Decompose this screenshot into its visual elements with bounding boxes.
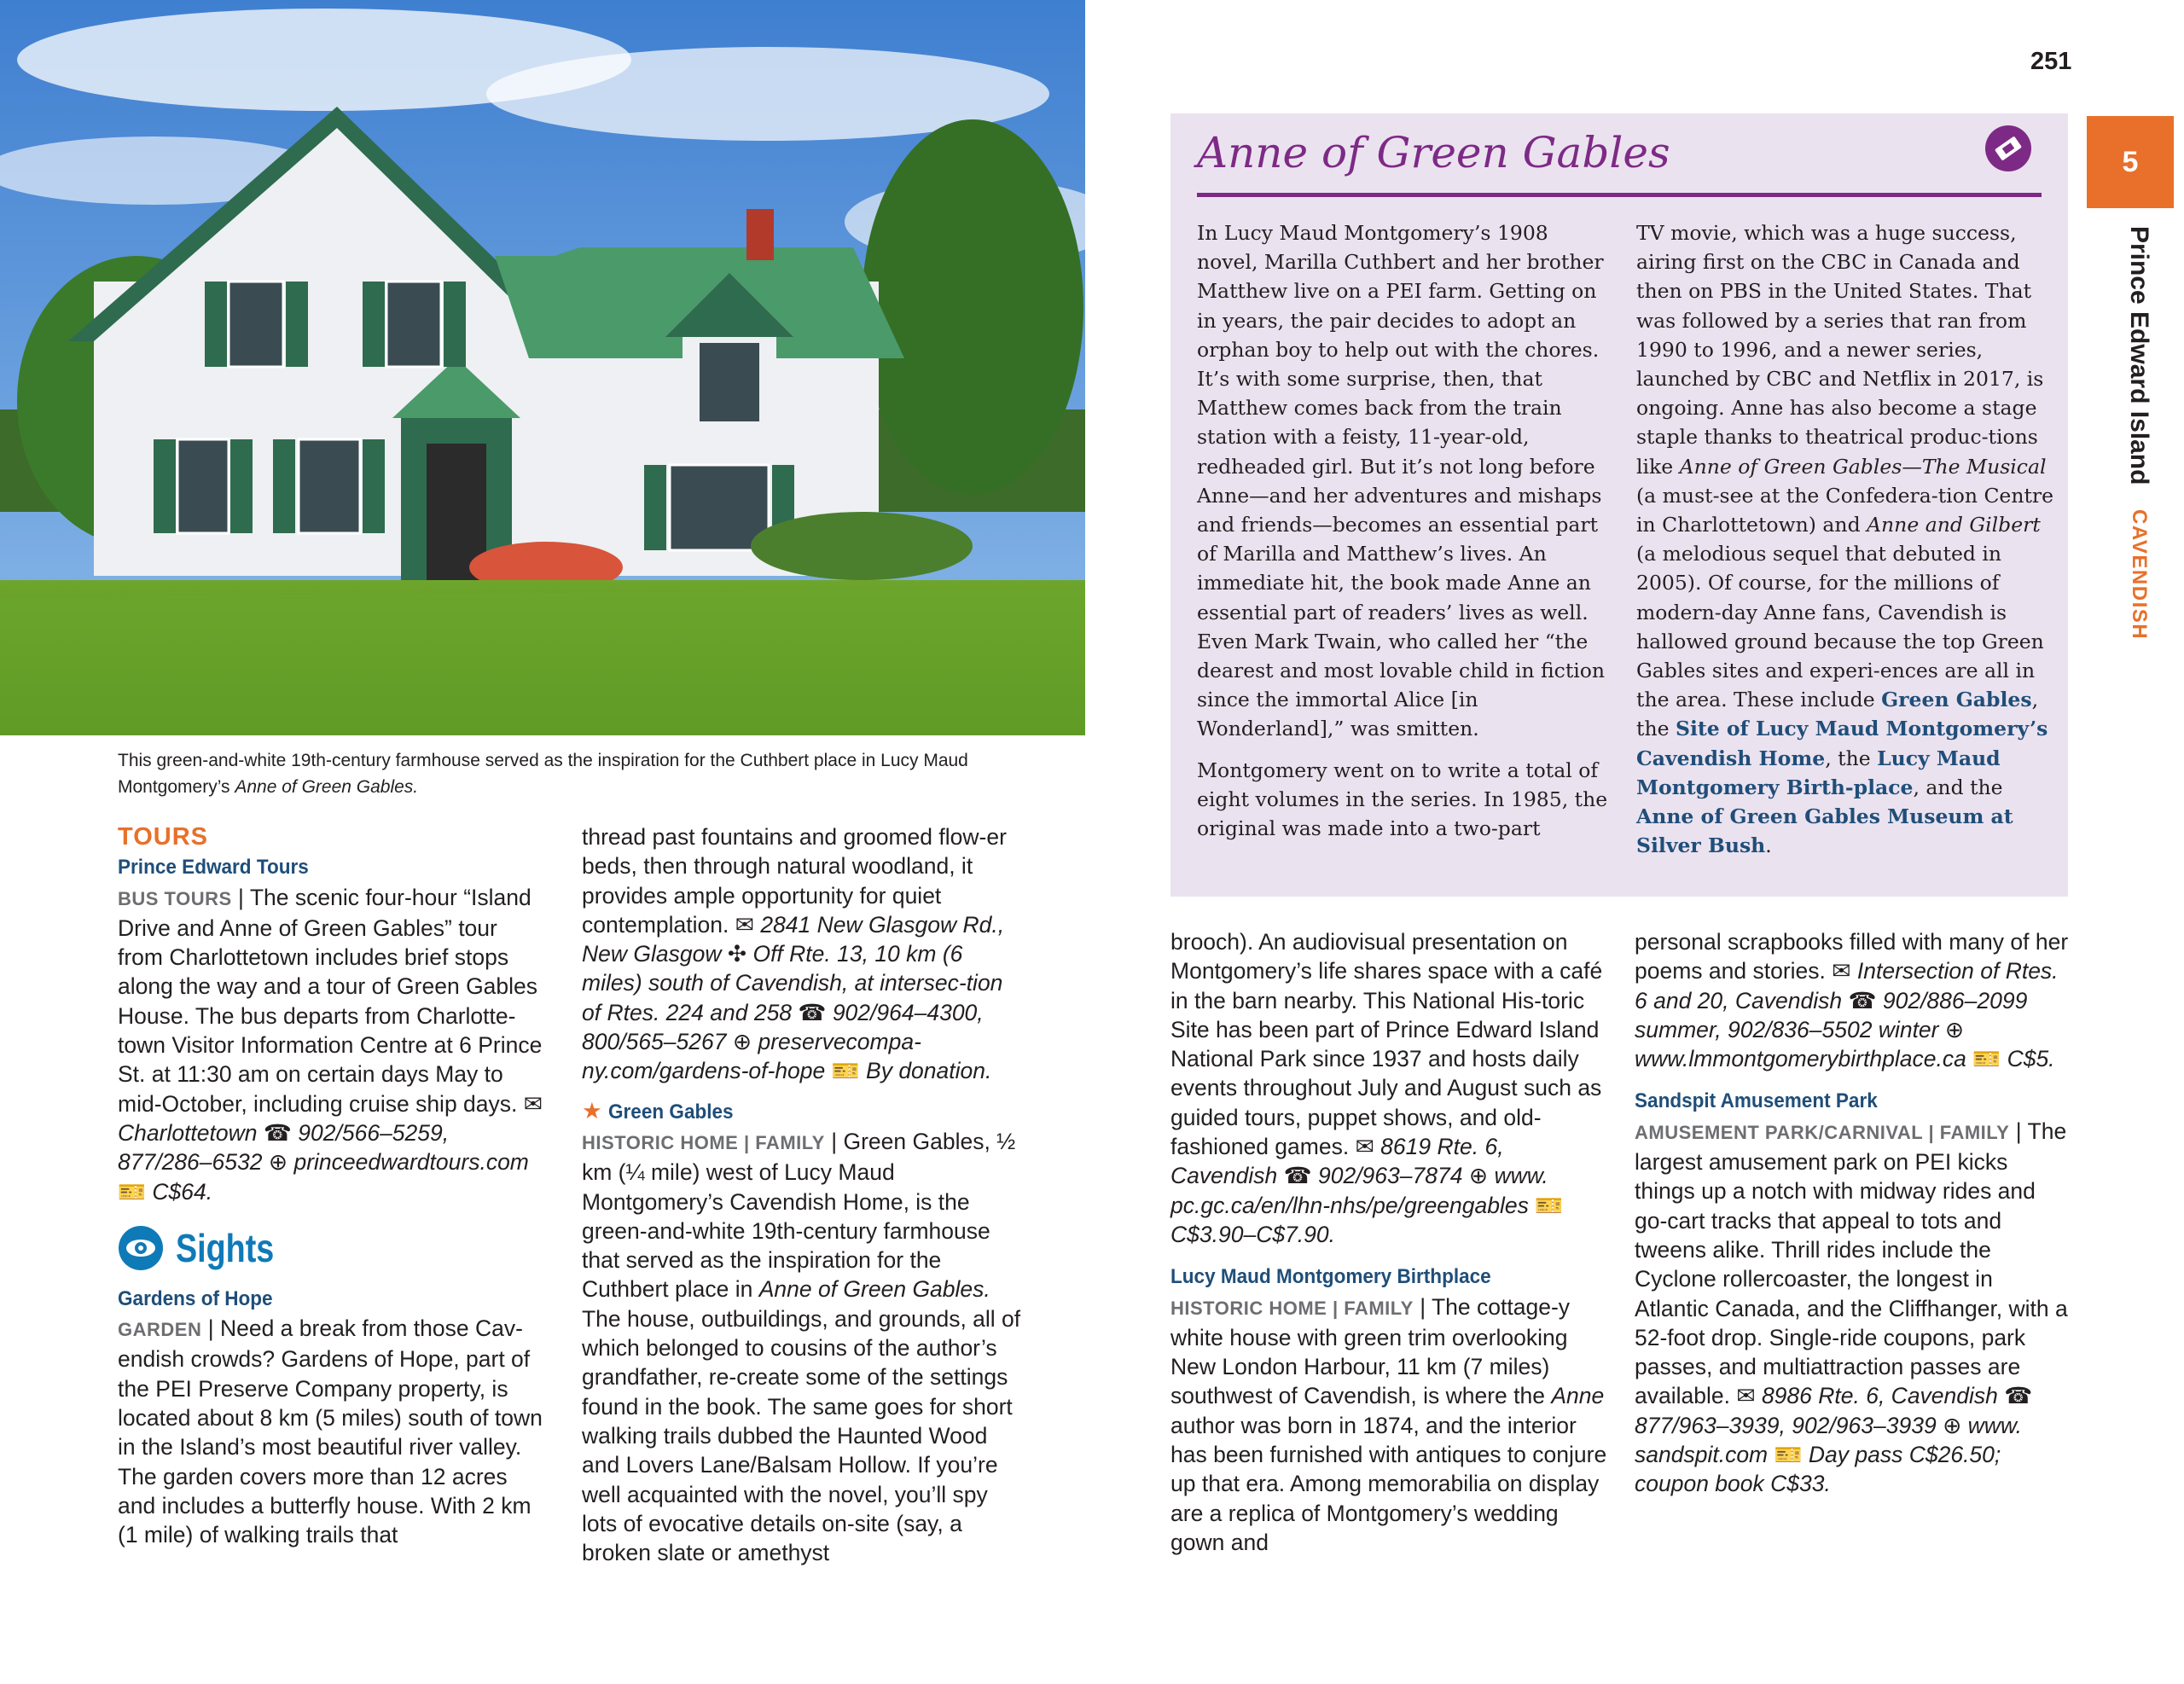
phone-icon: ☎ (798, 999, 827, 1025)
page-number: 251 (2030, 48, 2072, 75)
column-1 (118, 822, 544, 1550)
ticket-icon: 🎫 (1535, 1192, 1564, 1218)
phone-icon: ☎ (2004, 1383, 2033, 1409)
website-link[interactable]: www.lmmontgomerybirthplace.ca (1635, 1046, 1966, 1072)
sidebar-column-2: TV movie, which was a huge success, airing first on the CBC in Canada and then on PBS in the United States. That was followed by a series that ran from 1990 to 1996, and a newer series, launched by CBC and Netflix in 2017, is ongoing. Anne has also become a stage staple thanks to theatrical produc-tions like Anne of Green Gables—The Musical (a must-see at the Confedera-tion Centre in Charlottetown) and Anne and Gilbert (a melodious sequel that debuted in 2005). Of course, for the millions of modern-day Anne fans, Cavendish is hallowed ground because the top Green Gables sites and experi-ences are all in the area. These include Green Gables, the Site of Lucy Maud Montgomery’s Cavendish Home, the Lucy Maud Montgomery Birth-place, and the Anne of Green Gables Museum at Silver Bush. (1636, 221, 2054, 858)
phone-icon: ☎ (1848, 987, 1877, 1013)
listing-prince-edward-tours: BUS TOURS | The scenic four-hour “Island Drive and Anne of Green Gables” tour from Charlottetown includes brief stops along the way and a tour of Green Gables House. The bus departs from Charlotte-town Visitor Information Centre at 6 Prince St. at 11:30 am on certain days May to mid-October, including cruise ship days. ✉ Charlottetown ☎ 902/566–5259, 877/286–6532 ⊕ princeedwardtours.com 🎫 C$64. (118, 884, 543, 1205)
column-4 (1635, 927, 2071, 1499)
listing-green-gables-cont: brooch). An audiovisual presentation on Montgomery’s life shares space with a café in the barn nearby. This National His-toric Site has been part of Prince Edward Island National Park since 1937 and hosts daily events throughout July and August such as guided tours, puppet shows, and old-fashioned games. ✉ 8619 Rte. 6, Cavendish ☎ 902/963–7874 ⊕ www. pc.gc.ca/en/lhn-nhs/pe/greengables 🎫 C$3.90–C$7.90. (1170, 929, 1603, 1247)
eye-icon (118, 1225, 164, 1271)
sidebar-rule (1197, 193, 2042, 197)
phone-icon: ☎ (263, 1119, 292, 1146)
website-link[interactable]: princeedwardtours.com (293, 1149, 529, 1176)
website-link[interactable]: preservecompa-ny.com/gardens-of-hope (582, 1029, 921, 1084)
listing-sandspit: AMUSEMENT PARK/CARNIVAL | FAMILY | The largest amusement park on PEI kicks things up a notch with midway rides and go-cart tracks that appeal to tots and tweens alike. Thrill rides include the Cyclone rollercoaster, the longest in Atlantic Canada, and the Cliffhanger, with a 52-foot drop. Single-ride coupons, park passes, and multiattraction passes are available. ✉ 8986 Rte. 6, Cavendish ☎ 877/963–3939, 902/963–3939 ⊕ www. sandspit.com 🎫 Day pass C$26.50; coupon book C$33. (1635, 1118, 2068, 1497)
web-icon: ⊕ (1468, 1163, 1489, 1189)
photo-caption: This green-and-white 19th-century farmhouse served as the inspiration for the Cuthbert place in Lucy Maud Montgomery’s Anne of Green Gables. (118, 751, 968, 797)
column-3 (1170, 927, 1607, 1557)
farmhouse-photo (0, 0, 1085, 735)
listing-green-gables: HISTORIC HOME | FAMILY | Green Gables, ½ km (¼ mile) west of Lucy Maud Montgomery’s Cavendish Home, is the green-and-white 19th-century farmhouse that served as the inspiration for the Cuthbert place in Anne of Green Gables. The house, outbuildings, and grounds, all of which belonged to cousins of the author’s grandfather, re-create some of the settings found in the book. The same goes for short walking trails dubbed the Haunted Wood and Lovers Lane/Balsam Hollow. If you’re well acquainted with the novel, you’ll spy lots of evocative details on-site (say, a broken slate or amethyst (582, 1128, 1021, 1566)
ticket-icon: 🎫 (1774, 1442, 1803, 1468)
chapter-tab: 5 (2087, 116, 2174, 208)
column-2 (582, 822, 1025, 1567)
sidebar-title: Anne of Green Gables (1197, 128, 1670, 177)
address-icon: ✉ (1736, 1383, 1756, 1409)
sights-heading: Sights (118, 1225, 544, 1271)
phone-icon: ☎ (1283, 1163, 1312, 1189)
web-icon: ⊕ (1944, 1016, 1965, 1042)
sidebar-link-cavendish-home[interactable]: Site of Lucy Maud Montgomery’s Cavendish Home (1636, 717, 2048, 770)
website-link[interactable]: www. pc.gc.ca/en/lhn-nhs/pe/greengables (1170, 1163, 1548, 1218)
sidebar-link-birthplace[interactable]: Lucy Maud Montgomery Birth-place (1636, 746, 2001, 799)
web-icon: ⊕ (732, 1029, 752, 1055)
ticket-icon: 🎫 (831, 1058, 860, 1084)
section-heading-tours: TOURS (118, 823, 208, 851)
address-icon: ✉ (735, 911, 754, 938)
web-icon: ⊕ (268, 1149, 288, 1176)
website-link[interactable]: www. sandspit.com (1635, 1412, 2022, 1468)
listing-name-green-gables: Green Gables (608, 1100, 734, 1124)
web-icon: ⊕ (1943, 1412, 1962, 1438)
listing-birthplace-cont: personal scrapbooks filled with many of her poems and stories. ✉ Intersection of Rtes. 6 and 20, Cavendish ☎ 902/886–2099 summer, 902/836–5502 winter ⊕ www.lmmontgomerybirthplace.ca 🎫 C$5. (1635, 929, 2069, 1072)
ticket-icon: 🎫 (1972, 1046, 2001, 1072)
running-head-region: Prince Edward Island (2125, 226, 2153, 485)
listing-birthplace: HISTORIC HOME | FAMILY | The cottage-y white house with green trim overlooking New London Harbour, 11 km (7 miles) southwest of Cavendish, is where the Anne author was born in 1874, and the interior has been furnished with antiques to conjure up that era. Among memorabilia on display are a replica of Montgomery’s wedding gown and (1170, 1293, 1607, 1555)
sidebar-column-1: In Lucy Maud Montgomery’s 1908 novel, Marilla Cuthbert and her brother Matthew live on a PEI farm. Getting on in years, the pair decides to adopt an orphan boy to help out with the chores. It’s with some surprise, then, that Matthew comes back from the train station with a feisty, 11-year-old, redheaded girl. But it’s not long before Anne—and her adventures and mishaps and friends—becomes an essential part of Marilla and Matthew’s lives. An immediate hit, the book made Anne an essential part of readers’ lives as well. Even Mark Twain, who called her “the dearest and most lovable child in fiction since the immortal Alice [in Wonderland],” was smitten. Montgomery went on to write a total of eight volumes in the series. In 1985, the original was made into a two-part (1197, 221, 1608, 841)
running-head-area: CAVENDISH (2128, 508, 2151, 640)
directions-icon: ✣ (727, 941, 747, 967)
listing-name-sandspit: Sandspit Amusement Park (1635, 1089, 1878, 1113)
listing-gardens-of-hope: GARDEN | Need a break from those Cav-endish crowds? Gardens of Hope, part of the PEI Preserve Company property, is located about 8 km (5 miles) south of town in the Island’s most beautiful river valley. The garden covers more than 12 acres and includes a butterfly house. With 2 km (1 mile) of walking trails that (118, 1315, 543, 1548)
sidebar-link-museum[interactable]: Anne of Green Gables Museum at Silver Bush (1636, 804, 2013, 858)
address-icon: ✉ (1832, 958, 1851, 984)
sidebar-link-green-gables[interactable]: Green Gables (1881, 688, 2032, 712)
star-icon: ★ (582, 1097, 602, 1124)
ticket-icon: 🎫 (118, 1178, 146, 1205)
running-head (2124, 226, 2153, 640)
listing-name-birthplace: Lucy Maud Montgomery Birthplace (1170, 1265, 1491, 1289)
listing-name-prince-edward-tours: Prince Edward Tours (118, 856, 309, 880)
ticket-badge-icon (1984, 125, 2032, 177)
listing-gardens-of-hope-cont: thread past fountains and groomed flow-er beds, then through natural woodland, it provides ample opportunity for quiet contemplation. ✉ 2841 New Glasgow Rd., New Glasgow ✣ Off Rte. 13, 10 km (6 miles) south of Cavendish, at intersec-tion of Rtes. 224 and 258 ☎ 902/964–4300, 800/565–5267 ⊕ preservecompa-ny.com/gardens-of-hope 🎫 By donation. (582, 824, 1007, 1084)
address-icon: ✉ (1355, 1134, 1374, 1160)
address-icon: ✉ (523, 1090, 543, 1117)
listing-name-gardens-of-hope: Gardens of Hope (118, 1286, 273, 1310)
